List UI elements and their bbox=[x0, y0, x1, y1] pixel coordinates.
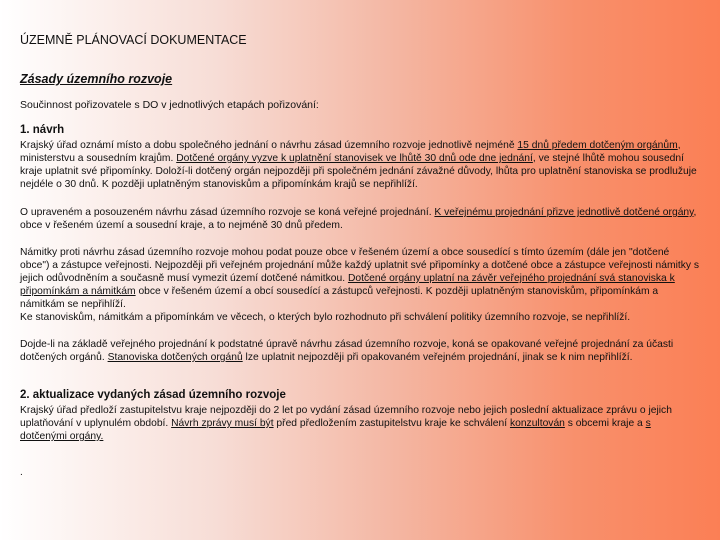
paragraph-zprava-o-uplatnovani bbox=[20, 404, 700, 443]
paragraph-namitky bbox=[20, 246, 700, 324]
text-run: Krajský úřad oznámí místo a dobu společného jednání o návrhu zásad územního rozvoje jednotlivě nejméně bbox=[20, 140, 518, 151]
underlined-text: konzultován bbox=[509, 418, 565, 429]
text-run: , obce v řešeném území a sousední kraje, a to nejméně 30 dnů předem. bbox=[20, 207, 697, 231]
text-run: lze uplatnit nejpozději při opakovaném veřejném projednání, jinak se k nim nepřihlíží. bbox=[242, 352, 633, 363]
underlined-text: 15 dnů předem dotčeným orgánům bbox=[517, 140, 678, 151]
paragraph-verejne-projednani bbox=[20, 206, 700, 232]
underlined-text: Dotčené orgány uplatní na závěr veřejného projednání svá stanoviska k připomínkám a námitkám bbox=[20, 273, 675, 297]
text-run: , ve stejné lhůtě mohou sousední kraje uplatnit své připomínky. Doloží-li dotčený orgán nejpozději při společném jednání závažné důvody, lhůta pro uplatnění stanoviska se prodlužuje nejdéle o 30 dnů. K později uplatněným stanoviskům a připomínkám krajů se nepřihlíží. bbox=[20, 153, 697, 190]
intro-text: Součinnost pořizovatele s DO v jednotlivých etapách pořizování: bbox=[20, 99, 319, 111]
trailing-dot: . bbox=[20, 467, 23, 478]
underlined-text: s dotčenými orgány. bbox=[20, 418, 651, 442]
text-run: před předložením zastupitelstvu kraje ke schválení bbox=[273, 418, 510, 429]
document-title: ÚZEMNĚ PLÁNOVACÍ DOKUMENTACE bbox=[20, 33, 247, 47]
text-run: O upraveném a posouzeném návrhu zásad územního rozvoje se koná veřejné projednání. bbox=[20, 207, 435, 218]
text-run: Dojde-li na základě veřejného projednání k podstatné úpravě návrhu zásad územního rozvoje, koná se opakované veřejné projednání za účasti dotčených orgánů. bbox=[20, 339, 674, 363]
text-run: Krajský úřad předloží zastupitelstvu kraje nejpozději do 2 let po vydání zásad územního rozvoje nebo jejich poslední aktualizace zprávu o jejich uplatňování v uplynulém období. bbox=[20, 405, 672, 429]
subsection-heading-navrh: 1. návrh bbox=[20, 124, 65, 136]
underlined-text: Návrh zprávy musí být bbox=[171, 418, 274, 429]
underlined-text: K veřejnému projednání přizve jednotlivě dotčené orgány bbox=[434, 207, 694, 218]
text-run: s obcemi kraje a bbox=[564, 418, 646, 429]
underlined-text: Dotčené orgány vyzve k uplatnění stanovisek ve lhůtě 30 dnů ode dne jednání bbox=[176, 153, 533, 164]
text-run: Námitky proti návrhu zásad územního rozvoje mohou podat pouze obce v řešeném území a obce sousedící s tímto územím (dále jen "dotčené obce") a zástupce veřejnosti. Nejpozději při veřejném projednání může každý uplatnit své připomínky a dotčené obce a zástupce veřejnosti námitky s jejich odůvodněním a současně musí vymezit území dotčené námitkou. bbox=[20, 247, 700, 284]
underlined-text: Stanoviska dotčených orgánů bbox=[107, 352, 243, 363]
text-run: , ministerstvu a sousedním krajům. bbox=[20, 140, 681, 164]
text-run: obce v řešeném území a obcí sousedící a zástupců veřejnosti. K později uplatněným stanoviskům, připomínkám a námitkám se nepřihlíží. bbox=[20, 286, 659, 310]
paragraph-opakovane-projednani bbox=[20, 338, 700, 364]
text-run: Ke stanoviskům, námitkám a připomínkám ve věcech, o kterých bylo rozhodnuto při schválení politiky územního rozvoje, se nepřihlíží. bbox=[20, 312, 631, 323]
subsection-heading-aktualizace: 2. aktualizace vydaných zásad územního rozvoje bbox=[20, 389, 286, 401]
section-title: Zásady územního rozvoje bbox=[20, 72, 173, 86]
paragraph-spolecne-jednani bbox=[20, 139, 700, 191]
